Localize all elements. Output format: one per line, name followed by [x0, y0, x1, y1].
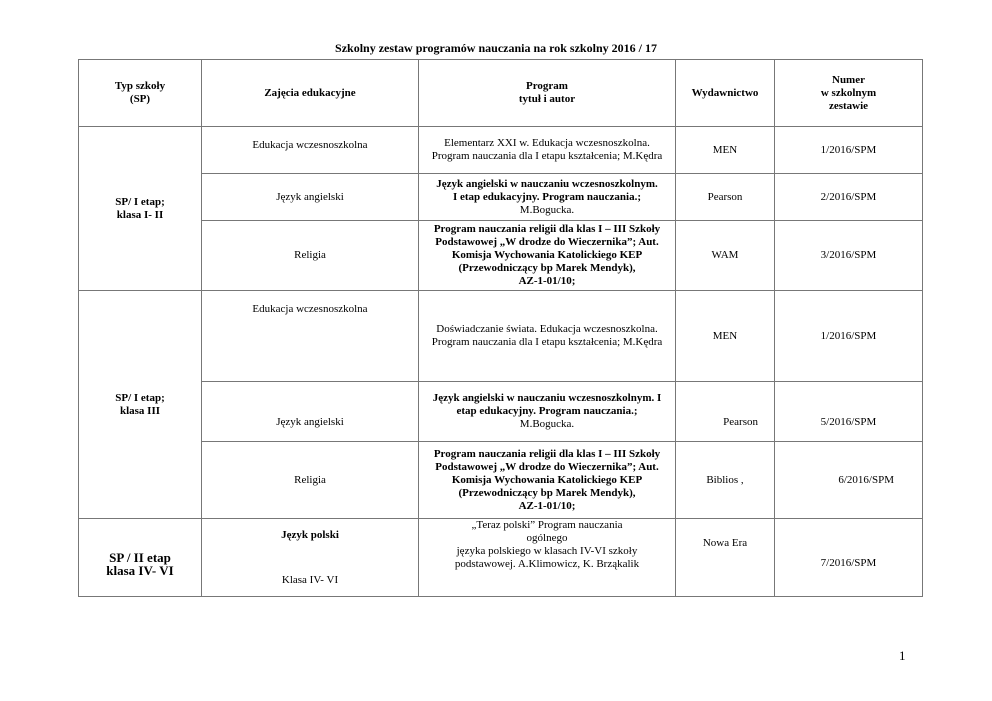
table-row [79, 382, 923, 442]
program-line: Program nauczania dla I etapu kształcenia; M.Kędra [431, 150, 663, 162]
program-cell [419, 221, 676, 291]
program-line: (Przewodniczący bp Marek Mendyk), [458, 486, 636, 499]
number-cell: 2/2016/SPM [775, 174, 923, 221]
subject-cell: Edukacja wczesnoszkolna [202, 127, 419, 174]
program-line: „Teraz polski” Program nauczania [471, 519, 623, 531]
program-line: Podstawowej „W drodze do Wieczernika”; Aut. [435, 236, 659, 248]
level-line2: klasa I- II [116, 208, 164, 221]
publisher-cell: Pearson [676, 174, 775, 221]
header-number [775, 60, 923, 127]
program-line: etap edukacyjny. Program nauczania.; [456, 405, 638, 417]
program-cell [419, 127, 676, 174]
header-classes: Zajęcia edukacyjne [202, 60, 419, 127]
subject-cell: Religia [202, 221, 419, 291]
header-school-type-line1: Typ szkoły [114, 80, 166, 92]
program-line: Elementarz XXI w. Edukacja wczesnoszkolna. [444, 137, 650, 149]
level-line1: SP/ I etap; [115, 195, 165, 208]
subject-cell: Religia [202, 442, 419, 519]
level-line1: SP / II etap [109, 549, 171, 565]
program-line: AZ-1-01/10; [518, 499, 576, 512]
document-title: Szkolny zestaw programów nauczania na rok szkolny 2016 / 17 [335, 41, 657, 55]
subject-grades: Klasa IV- VI [281, 573, 339, 586]
publisher-cell: MEN [676, 127, 775, 174]
program-author: M.Bogucka. [519, 203, 575, 216]
program-author: M.Bogucka. [519, 418, 575, 430]
publisher-cell: MEN [676, 291, 775, 382]
table-row [79, 442, 923, 519]
program-cell [419, 174, 676, 221]
number-cell: 3/2016/SPM [775, 221, 923, 291]
program-line: Język angielski w nauczaniu wczesnoszkolnym. I [432, 392, 662, 404]
header-number-line1: Numer [832, 73, 865, 86]
publisher-cell: WAM [676, 221, 775, 291]
program-line: Program nauczania religii dla klas I – III Szkoły [433, 223, 661, 235]
header-number-line2: w szkolnym [820, 86, 877, 99]
table-row [79, 174, 923, 221]
table-header-row [79, 60, 923, 127]
program-cell [419, 442, 676, 519]
subject-split [205, 529, 415, 587]
level-cell [79, 127, 202, 291]
number-cell: 1/2016/SPM [775, 127, 923, 174]
table-row [79, 127, 923, 174]
program-line: Komisja Wychowania Katolickiego KEP [451, 473, 643, 486]
subject-cell: Edukacja wczesnoszkolna [202, 291, 419, 382]
publisher-cell: Pearson [676, 382, 775, 442]
level-line1: SP/ I etap; [115, 391, 165, 404]
table-row [79, 221, 923, 291]
table-row [79, 519, 923, 597]
program-line: (Przewodniczący bp Marek Mendyk), [458, 262, 636, 274]
subject-cell [202, 519, 419, 597]
program-line: Doświadczanie świata. Edukacja wczesnoszkolna. [436, 323, 658, 335]
program-line: I etap edukacyjny. Program nauczania.; [452, 190, 642, 203]
subject-cell: Język angielski [202, 174, 419, 221]
program-line: Język angielski w nauczaniu wczesnoszkolnym. [436, 177, 658, 190]
level-line2: klasa IV- VI [106, 562, 174, 578]
number-cell: 7/2016/SPM [775, 519, 923, 597]
subject-cell: Język angielski [202, 382, 419, 442]
header-number-line3: zestawie [828, 99, 869, 112]
program-line: Podstawowej „W drodze do Wieczernika”; Aut. [435, 460, 659, 473]
program-line: Program nauczania religii dla klas I – III Szkoły [433, 447, 661, 460]
program-line: AZ-1-01/10; [518, 275, 576, 287]
header-program-line1: Program [526, 80, 568, 92]
level-cell [79, 519, 202, 597]
page-number: 1 [899, 648, 906, 663]
subject-title: Język polski [281, 528, 339, 541]
level-cell [79, 291, 202, 519]
header-school-type-line2: (SP) [129, 93, 151, 105]
program-cell [419, 291, 676, 382]
header-program-line2: tytuł i autor [518, 93, 576, 105]
number-cell: 6/2016/SPM [775, 442, 923, 519]
header-publisher: Wydawnictwo [676, 60, 775, 127]
program-line: podstawowej. A.Klimowicz, K. Brząkalik [454, 558, 640, 570]
number-cell: 5/2016/SPM [775, 382, 923, 442]
table-row [79, 291, 923, 382]
program-line: Program nauczania dla I etapu kształcenia; M.Kędra [431, 336, 663, 348]
program-line: języka polskiego w klasach IV-VI szkoły [456, 545, 638, 557]
program-table [78, 59, 923, 597]
publisher-cell: Biblios , [676, 442, 775, 519]
program-line: Komisja Wychowania Katolickiego KEP [451, 249, 643, 261]
header-school-type [79, 60, 202, 127]
level-line2: klasa III [119, 404, 161, 417]
program-line: ogólnego [526, 532, 568, 544]
number-cell: 1/2016/SPM [775, 291, 923, 382]
header-program [419, 60, 676, 127]
publisher-cell: Nowa Era [676, 519, 775, 597]
program-cell [419, 382, 676, 442]
program-cell [419, 519, 676, 597]
